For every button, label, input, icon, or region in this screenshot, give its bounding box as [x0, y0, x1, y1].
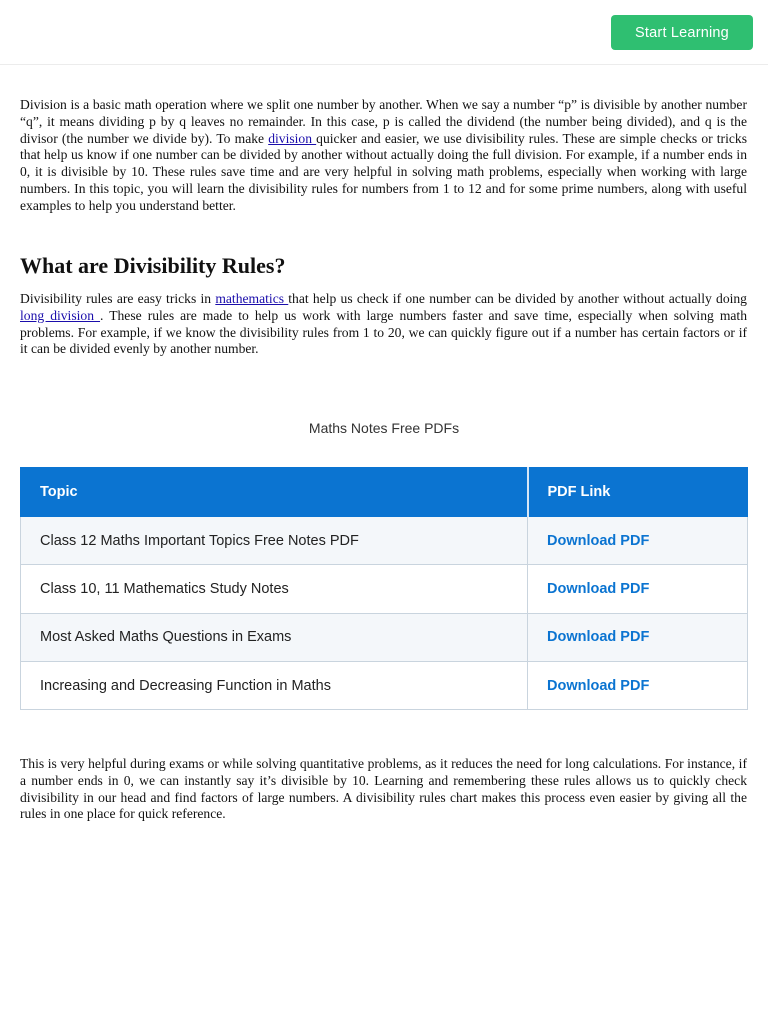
section-text-1: Divisibility rules are easy tricks in: [20, 291, 216, 306]
download-pdf-link[interactable]: Download PDF: [528, 565, 748, 613]
long-division-link[interactable]: long division: [20, 307, 101, 323]
header-pdf-link: PDF Link: [528, 468, 748, 517]
topic-cell: Most Asked Maths Questions in Exams: [21, 613, 528, 661]
download-pdf-link[interactable]: Download PDF: [528, 613, 748, 661]
table-header-row: [21, 468, 748, 517]
topic-cell: Increasing and Decreasing Function in Maths: [21, 661, 528, 709]
intro-paragraph: [20, 97, 747, 215]
intro-text-2: quicker and easier, we use divisibility rules. These are simple checks or tricks that help us know if one number can be divided by another without actually doing the full division. For example, if a number ends in 0, it is divisible by 10. These rules save time and are very helpful in solving math problems, especially when working with large numbers. In this topic, you will learn the divisibility rules for numbers from 1 to 12 and for some prime numbers, along with useful examples to help you understand better.: [20, 130, 747, 213]
table-row: [21, 517, 748, 565]
division-link[interactable]: division: [268, 130, 317, 146]
download-pdf-link[interactable]: Download PDF: [528, 517, 748, 565]
section-text-3: . These rules are made to help us work with large numbers faster and save time, especially when solving math problems. For example, if we know the divisibility rules from 1 to 20, we can quickly figure out if a number has certain factors or if it can be divided evenly by another number.: [20, 307, 747, 357]
topic-cell: Class 10, 11 Mathematics Study Notes: [21, 565, 528, 613]
header-topic: Topic: [21, 468, 528, 517]
start-learning-button[interactable]: Start Learning: [611, 15, 753, 50]
closing-paragraph: This is very helpful during exams or while solving quantitative problems, as it reduces the need for long calculations. For instance, if a number ends in 0, we can instantly say it’s divisible by 10. Learning and remembering these rules allows us to quickly check divisibility in our head and find factors of large numbers. A divisibility rules chart makes this process even easier by giving all the rules in one place for quick reference.: [20, 756, 747, 822]
table-row: [21, 565, 748, 613]
download-pdf-link[interactable]: Download PDF: [528, 661, 748, 709]
notes-table: [20, 467, 748, 710]
section-text-2: that help us check if one number can be divided by another without actually doing: [288, 291, 747, 306]
table-row: [21, 661, 748, 709]
mathematics-link[interactable]: mathematics: [215, 291, 289, 306]
table-caption: Maths Notes Free PDFs: [308, 420, 460, 436]
topic-cell: Class 12 Maths Important Topics Free Notes PDF: [21, 517, 528, 565]
section-heading: What are Divisibility Rules?: [20, 253, 286, 278]
intro-text-1: Division is a basic math operation where we split one number by another. When we say a number “p” is divisible by another number “q”, it means dividing p by q leaves no remainder. In this case, p is called the dividend (the number being divided), and q is the divisor (the number we divide by). To make: [20, 97, 747, 146]
section-paragraph: [20, 291, 747, 358]
top-bar: [0, 0, 768, 65]
table-row: [21, 613, 748, 661]
